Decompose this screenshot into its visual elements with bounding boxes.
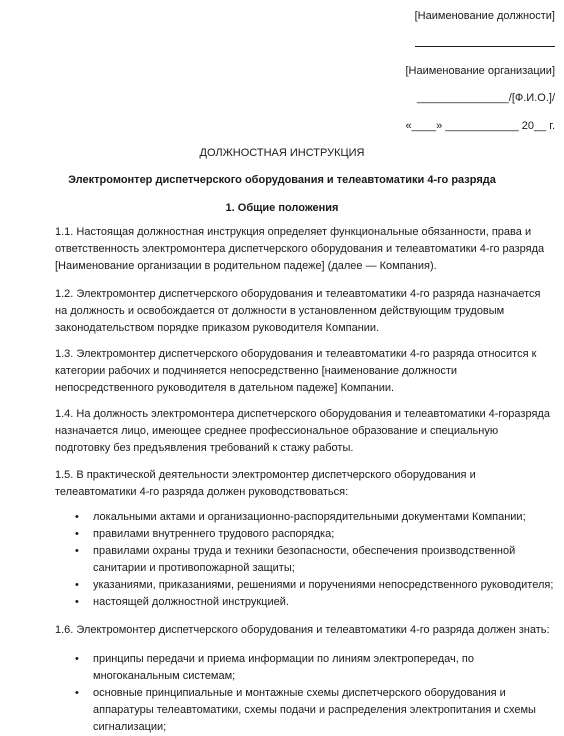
bullet-icon: • xyxy=(75,528,79,540)
paragraph-1-1: 1.1. Настоящая должностная инструкция определяет функциональные обязанности, права и ответственность электромонтера диспетчерского оборудования и телеавтоматики 4-го разряда [Наименование организации в родительном падеже] (далее — Компания). xyxy=(55,226,545,272)
paragraph-1-4: 1.4. На должность электромонтера диспетчерского оборудования и телеавтоматики 4-горазряда назначается лицо, имеющее среднее профессиональное образование и специальную подготовку без предъявления требований к стажу работы. xyxy=(55,408,550,454)
paragraph-1-3: 1.3. Электромонтер диспетчерского оборудования и телеавтоматики 4-го разряда относится к категории рабочих и подчиняется непосредственно [наименование должности непосредственного руководителя в дательном падеже] Компании. xyxy=(55,348,537,394)
list-item-text: настоящей должностной инструкцией. xyxy=(93,596,289,608)
list-item xyxy=(55,594,555,611)
guidance-list xyxy=(55,509,555,611)
list-item-text: правилами внутреннего трудового распорядка; xyxy=(93,528,335,540)
list-item xyxy=(55,577,555,594)
list-item xyxy=(55,685,555,736)
bullet-icon: • xyxy=(75,511,79,523)
knowledge-list xyxy=(55,651,555,736)
header-blank-line xyxy=(415,46,555,47)
header-position-placeholder: [Наименование должности] xyxy=(414,10,555,22)
doc-subtitle: Электромонтер диспетчерского оборудования и телеавтоматики 4-го разряда xyxy=(68,174,496,186)
list-item xyxy=(55,526,555,543)
bullet-icon: • xyxy=(75,596,79,608)
header-date-line: «____» ____________ 20__ г. xyxy=(405,120,555,132)
list-item-text: правилами охраны труда и техники безопасности, обеспечения производственной санитарии и противопожарной защиты; xyxy=(93,545,516,574)
list-item-text: принципы передачи и приема информации по линиям электропередач, по многоканальным системам; xyxy=(93,653,474,682)
header-organization-placeholder: [Наименование организации] xyxy=(405,65,555,77)
list-item-text: локальными актами и организационно-распорядительными документами Компании; xyxy=(93,511,526,523)
list-item xyxy=(55,509,555,526)
section-title: 1. Общие положения xyxy=(225,202,339,214)
paragraph-1-5: 1.5. В практической деятельности электромонтер диспетчерского оборудования и телеавтоматики 4-го разряда должен руководствоваться: xyxy=(55,469,476,498)
bullet-icon: • xyxy=(75,687,79,699)
bullet-icon: • xyxy=(75,545,79,557)
doc-title: ДОЛЖНОСТНАЯ ИНСТРУКЦИЯ xyxy=(199,147,365,159)
list-item-text: указаниями, приказаниями, решениями и поручениями непосредственного руководителя; xyxy=(93,579,554,591)
paragraph-1-6: 1.6. Электромонтер диспетчерского оборудования и телеавтоматики 4-го разряда должен знать: xyxy=(55,624,550,636)
bullet-icon: • xyxy=(75,653,79,665)
list-item-text: основные принципиальные и монтажные схемы диспетчерского оборудования и аппаратуры телеавтоматики, схемы подачи и распределения электропитания и схемы сигнализации; xyxy=(93,687,536,733)
header-fio-line: _______________/[Ф.И.О.]/ xyxy=(417,92,555,104)
paragraph-1-2: 1.2. Электромонтер диспетчерского оборудования и телеавтоматики 4-го разряда назначается на должность и освобождается от должности в установленном действующим трудовым законодательством порядке приказом руководителя Компании. xyxy=(55,288,541,334)
list-item xyxy=(55,651,555,685)
list-item xyxy=(55,543,555,577)
bullet-icon: • xyxy=(75,579,79,591)
